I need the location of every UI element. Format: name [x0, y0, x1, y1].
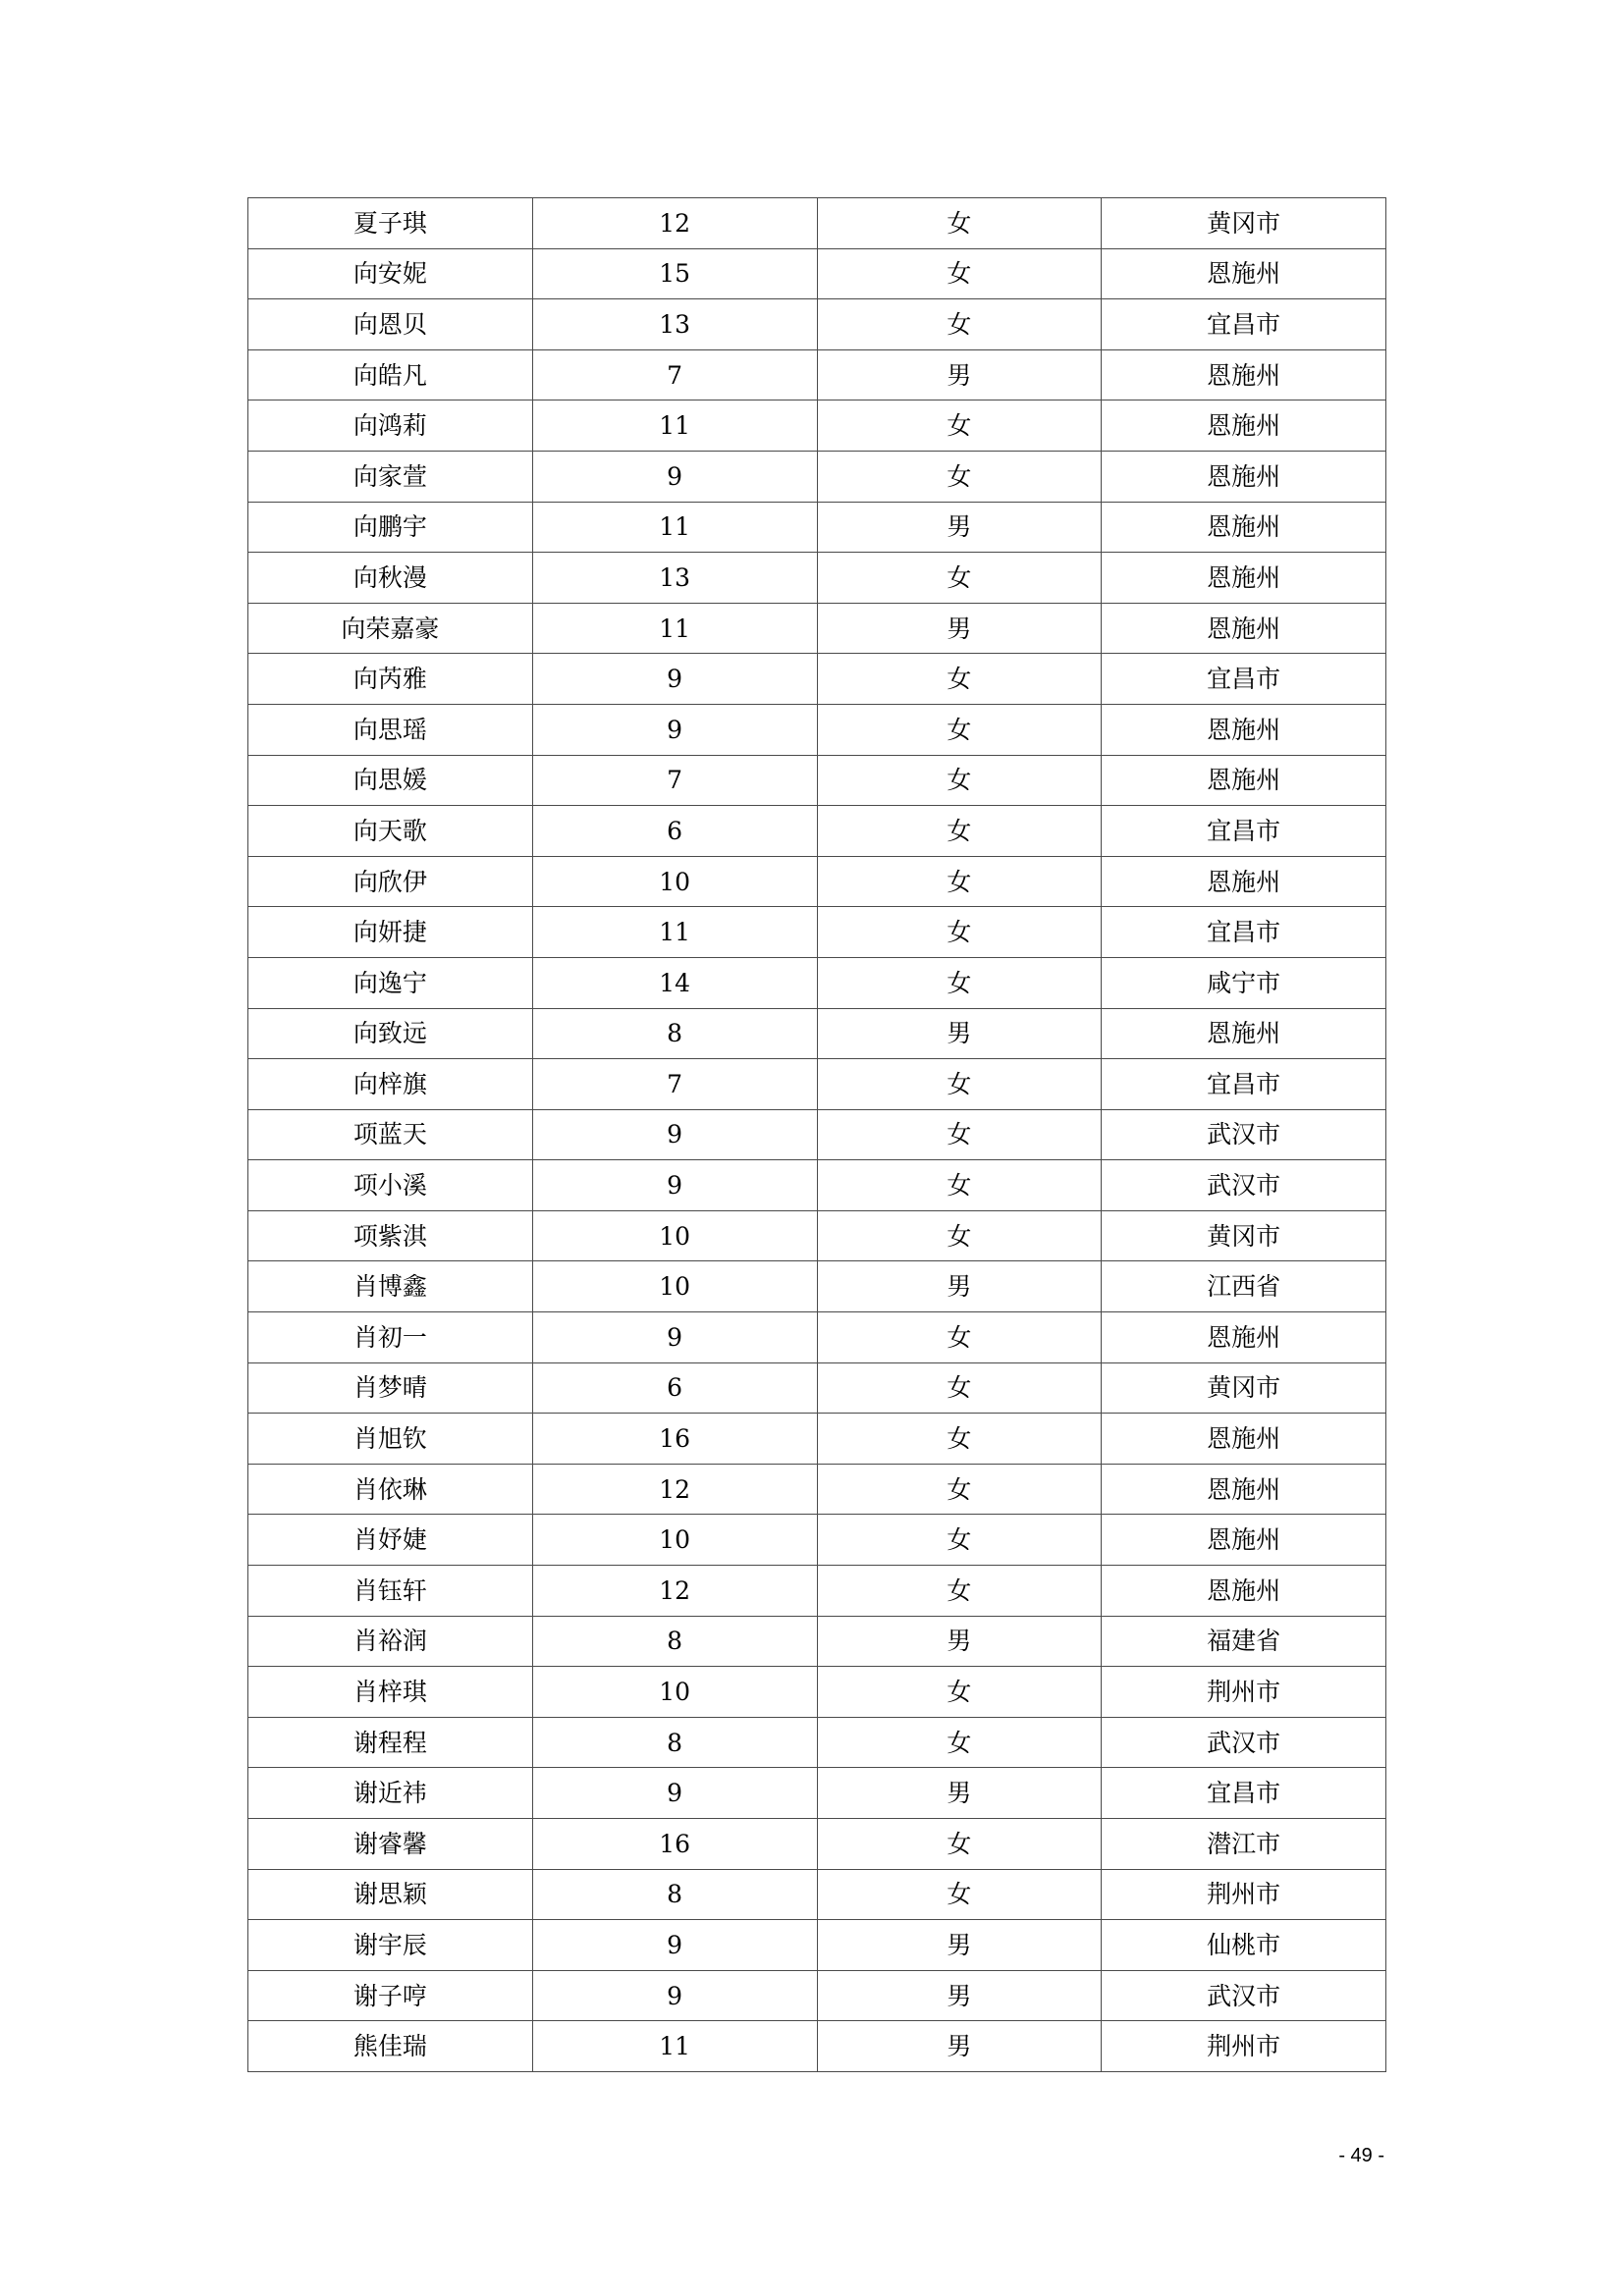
- region-cell: 黄冈市: [1102, 198, 1386, 249]
- page-number: - 49 -: [1338, 2145, 1384, 2166]
- name-cell: 肖裕润: [248, 1616, 533, 1667]
- age-cell: 11: [532, 400, 817, 452]
- region-cell: 武汉市: [1102, 1160, 1386, 1211]
- age-cell: 10: [532, 1261, 817, 1312]
- roster-table-body: [248, 198, 1386, 2072]
- name-cell: 谢程程: [248, 1717, 533, 1768]
- gender-cell: 男: [817, 1970, 1102, 2021]
- table-row: [248, 1566, 1386, 1617]
- table-row: [248, 856, 1386, 907]
- gender-cell: 女: [817, 299, 1102, 350]
- table-row: [248, 1362, 1386, 1414]
- table-row: [248, 1160, 1386, 1211]
- gender-cell: 女: [817, 1414, 1102, 1465]
- table-row: [248, 1109, 1386, 1160]
- gender-cell: 女: [817, 198, 1102, 249]
- region-cell: 宜昌市: [1102, 907, 1386, 958]
- age-cell: 10: [532, 1210, 817, 1261]
- region-cell: 荆州市: [1102, 2021, 1386, 2072]
- region-cell: 荆州市: [1102, 1667, 1386, 1718]
- gender-cell: 男: [817, 1768, 1102, 1819]
- table-row: [248, 502, 1386, 553]
- name-cell: 谢近祎: [248, 1768, 533, 1819]
- table-row: [248, 1869, 1386, 1920]
- gender-cell: 女: [817, 451, 1102, 502]
- gender-cell: 男: [817, 2021, 1102, 2072]
- name-cell: 向安妮: [248, 248, 533, 299]
- age-cell: 9: [532, 451, 817, 502]
- region-cell: 潜江市: [1102, 1819, 1386, 1870]
- table-row: [248, 1414, 1386, 1465]
- name-cell: 肖梦晴: [248, 1362, 533, 1414]
- name-cell: 项紫淇: [248, 1210, 533, 1261]
- age-cell: 9: [532, 1109, 817, 1160]
- region-cell: 恩施州: [1102, 755, 1386, 806]
- table-row: [248, 400, 1386, 452]
- table-row: [248, 1210, 1386, 1261]
- gender-cell: 男: [817, 502, 1102, 553]
- name-cell: 肖初一: [248, 1312, 533, 1363]
- table-row: [248, 907, 1386, 958]
- age-cell: 11: [532, 907, 817, 958]
- region-cell: 宜昌市: [1102, 1768, 1386, 1819]
- region-cell: 江西省: [1102, 1261, 1386, 1312]
- table-row: [248, 1515, 1386, 1566]
- name-cell: 谢宇辰: [248, 1920, 533, 1971]
- name-cell: 向荣嘉豪: [248, 603, 533, 654]
- age-cell: 13: [532, 553, 817, 604]
- name-cell: 向逸宁: [248, 957, 533, 1008]
- table-row: [248, 198, 1386, 249]
- name-cell: 肖旭钦: [248, 1414, 533, 1465]
- gender-cell: 女: [817, 1059, 1102, 1110]
- age-cell: 8: [532, 1008, 817, 1059]
- name-cell: 肖钰轩: [248, 1566, 533, 1617]
- region-cell: 恩施州: [1102, 856, 1386, 907]
- region-cell: 恩施州: [1102, 704, 1386, 755]
- name-cell: 谢子哼: [248, 1970, 533, 2021]
- region-cell: 荆州市: [1102, 1869, 1386, 1920]
- gender-cell: 女: [817, 1819, 1102, 1870]
- table-row: [248, 704, 1386, 755]
- region-cell: 宜昌市: [1102, 299, 1386, 350]
- age-cell: 16: [532, 1819, 817, 1870]
- region-cell: 黄冈市: [1102, 1362, 1386, 1414]
- name-cell: 向致远: [248, 1008, 533, 1059]
- region-cell: 黄冈市: [1102, 1210, 1386, 1261]
- region-cell: 恩施州: [1102, 1008, 1386, 1059]
- region-cell: 咸宁市: [1102, 957, 1386, 1008]
- gender-cell: 女: [817, 806, 1102, 857]
- gender-cell: 女: [817, 248, 1102, 299]
- name-cell: 谢睿馨: [248, 1819, 533, 1870]
- gender-cell: 女: [817, 1515, 1102, 1566]
- age-cell: 8: [532, 1869, 817, 1920]
- region-cell: 武汉市: [1102, 1109, 1386, 1160]
- age-cell: 12: [532, 1566, 817, 1617]
- name-cell: 夏子琪: [248, 198, 533, 249]
- gender-cell: 女: [817, 907, 1102, 958]
- name-cell: 向思媛: [248, 755, 533, 806]
- region-cell: 福建省: [1102, 1616, 1386, 1667]
- gender-cell: 女: [817, 654, 1102, 705]
- name-cell: 向恩贝: [248, 299, 533, 350]
- region-cell: 恩施州: [1102, 553, 1386, 604]
- name-cell: 向家萱: [248, 451, 533, 502]
- region-cell: 宜昌市: [1102, 1059, 1386, 1110]
- age-cell: 9: [532, 1768, 817, 1819]
- age-cell: 9: [532, 654, 817, 705]
- age-cell: 11: [532, 502, 817, 553]
- name-cell: 项蓝天: [248, 1109, 533, 1160]
- gender-cell: 女: [817, 1566, 1102, 1617]
- name-cell: 肖依琳: [248, 1464, 533, 1515]
- gender-cell: 男: [817, 1616, 1102, 1667]
- age-cell: 13: [532, 299, 817, 350]
- gender-cell: 女: [817, 856, 1102, 907]
- region-cell: 恩施州: [1102, 1515, 1386, 1566]
- age-cell: 11: [532, 603, 817, 654]
- table-row: [248, 1920, 1386, 1971]
- gender-cell: 女: [817, 1109, 1102, 1160]
- table-row: [248, 1312, 1386, 1363]
- age-cell: 12: [532, 198, 817, 249]
- name-cell: 向鹏宇: [248, 502, 533, 553]
- gender-cell: 女: [817, 1869, 1102, 1920]
- name-cell: 项小溪: [248, 1160, 533, 1211]
- table-row: [248, 1008, 1386, 1059]
- age-cell: 6: [532, 806, 817, 857]
- gender-cell: 女: [817, 1210, 1102, 1261]
- gender-cell: 女: [817, 553, 1102, 604]
- region-cell: 恩施州: [1102, 1464, 1386, 1515]
- region-cell: 恩施州: [1102, 451, 1386, 502]
- table-row: [248, 1261, 1386, 1312]
- table-row: [248, 1768, 1386, 1819]
- table-row: [248, 1717, 1386, 1768]
- table-row: [248, 1819, 1386, 1870]
- age-cell: 9: [532, 1970, 817, 2021]
- table-row: [248, 553, 1386, 604]
- name-cell: 向思瑶: [248, 704, 533, 755]
- region-cell: 恩施州: [1102, 502, 1386, 553]
- region-cell: 宜昌市: [1102, 654, 1386, 705]
- age-cell: 12: [532, 1464, 817, 1515]
- name-cell: 向欣伊: [248, 856, 533, 907]
- gender-cell: 女: [817, 1362, 1102, 1414]
- age-cell: 8: [532, 1616, 817, 1667]
- age-cell: 10: [532, 1667, 817, 1718]
- region-cell: 武汉市: [1102, 1970, 1386, 2021]
- table-row: [248, 2021, 1386, 2072]
- table-row: [248, 248, 1386, 299]
- age-cell: 9: [532, 1160, 817, 1211]
- region-cell: 恩施州: [1102, 1414, 1386, 1465]
- table-row: [248, 1970, 1386, 2021]
- region-cell: 恩施州: [1102, 248, 1386, 299]
- name-cell: 向妍捷: [248, 907, 533, 958]
- region-cell: 恩施州: [1102, 603, 1386, 654]
- age-cell: 14: [532, 957, 817, 1008]
- gender-cell: 男: [817, 1261, 1102, 1312]
- region-cell: 恩施州: [1102, 1566, 1386, 1617]
- table-row: [248, 755, 1386, 806]
- region-cell: 仙桃市: [1102, 1920, 1386, 1971]
- gender-cell: 女: [817, 400, 1102, 452]
- gender-cell: 男: [817, 603, 1102, 654]
- age-cell: 9: [532, 704, 817, 755]
- table-row: [248, 1059, 1386, 1110]
- gender-cell: 女: [817, 1312, 1102, 1363]
- gender-cell: 女: [817, 1160, 1102, 1211]
- gender-cell: 女: [817, 704, 1102, 755]
- gender-cell: 女: [817, 1717, 1102, 1768]
- gender-cell: 女: [817, 1667, 1102, 1718]
- table-row: [248, 603, 1386, 654]
- age-cell: 7: [532, 755, 817, 806]
- table-row: [248, 1464, 1386, 1515]
- region-cell: 恩施州: [1102, 400, 1386, 452]
- name-cell: 肖梓琪: [248, 1667, 533, 1718]
- name-cell: 熊佳瑞: [248, 2021, 533, 2072]
- table-row: [248, 654, 1386, 705]
- age-cell: 10: [532, 856, 817, 907]
- age-cell: 11: [532, 2021, 817, 2072]
- gender-cell: 男: [817, 1920, 1102, 1971]
- name-cell: 谢思颖: [248, 1869, 533, 1920]
- name-cell: 向鸿莉: [248, 400, 533, 452]
- age-cell: 7: [532, 1059, 817, 1110]
- table-row: [248, 957, 1386, 1008]
- age-cell: 6: [532, 1362, 817, 1414]
- table-row: [248, 806, 1386, 857]
- name-cell: 向皓凡: [248, 349, 533, 400]
- name-cell: 肖妤婕: [248, 1515, 533, 1566]
- age-cell: 9: [532, 1312, 817, 1363]
- table-row: [248, 1667, 1386, 1718]
- roster-table: [247, 197, 1386, 2072]
- name-cell: 向芮雅: [248, 654, 533, 705]
- region-cell: 宜昌市: [1102, 806, 1386, 857]
- table-row: [248, 451, 1386, 502]
- name-cell: 向梓旗: [248, 1059, 533, 1110]
- region-cell: 恩施州: [1102, 1312, 1386, 1363]
- table-row: [248, 349, 1386, 400]
- name-cell: 向秋漫: [248, 553, 533, 604]
- gender-cell: 女: [817, 755, 1102, 806]
- age-cell: 8: [532, 1717, 817, 1768]
- gender-cell: 男: [817, 349, 1102, 400]
- age-cell: 7: [532, 349, 817, 400]
- name-cell: 肖博鑫: [248, 1261, 533, 1312]
- gender-cell: 女: [817, 1464, 1102, 1515]
- name-cell: 向天歌: [248, 806, 533, 857]
- gender-cell: 男: [817, 1008, 1102, 1059]
- region-cell: 武汉市: [1102, 1717, 1386, 1768]
- gender-cell: 女: [817, 957, 1102, 1008]
- table-row: [248, 299, 1386, 350]
- age-cell: 16: [532, 1414, 817, 1465]
- age-cell: 15: [532, 248, 817, 299]
- region-cell: 恩施州: [1102, 349, 1386, 400]
- age-cell: 9: [532, 1920, 817, 1971]
- age-cell: 10: [532, 1515, 817, 1566]
- table-row: [248, 1616, 1386, 1667]
